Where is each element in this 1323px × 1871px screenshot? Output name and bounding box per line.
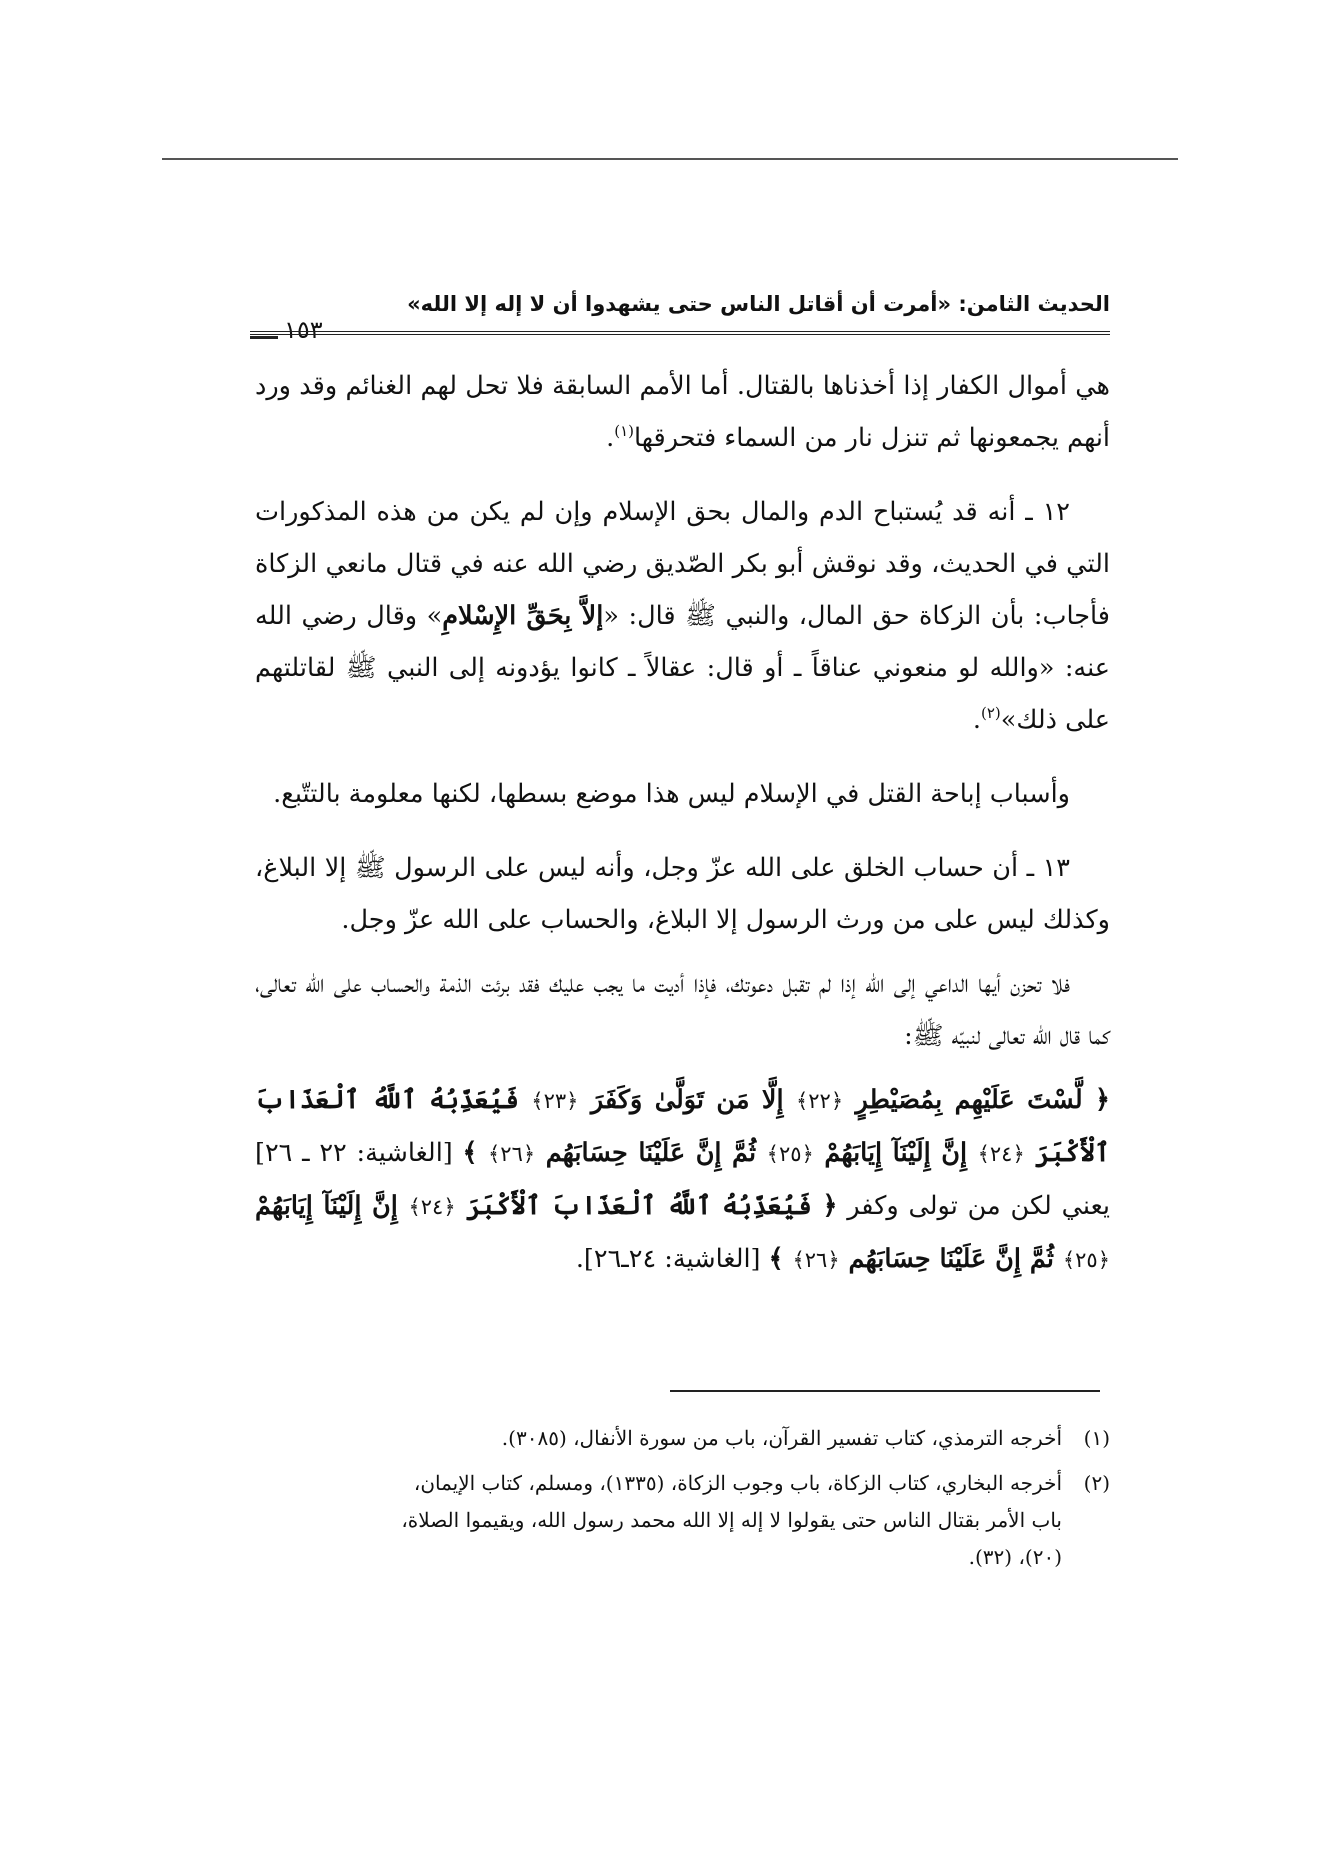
chapter-title: الحديث الثامن: «أمرت أن أقاتل الناس حتى يشهدوا أن لا إله إلا الله» <box>407 292 1110 316</box>
footnote-separator <box>670 1390 1100 1392</box>
quran-verse: ثُمَّ إِنَّ عَلَيْنَا حِسَابَهُم <box>839 1244 1063 1274</box>
quran-verse: ﴿ لَّسْتَ عَلَيْهِم بِمُصَيْطِرٍ <box>843 1085 1110 1115</box>
footnote-text: أخرجه البخاري، كتاب الزكاة، باب وجوب الزكاة، (١٣٣٥)، ومسلم، كتاب الإيمان، باب الأمر بقتال الناس حتى يقولوا لا إله إلا الله محمد رسول الله، ويقيموا الصلاة، (٢٠)، (٣٢). <box>401 1471 1062 1569</box>
ayah-number: ﴿٢٥﴾ <box>766 1142 814 1166</box>
paragraph: فلا تحزن أيها الداعي إلى الله إذا لم تقبل دعوتك، فإذا أديت ما يجب عليك فقد برئت الذمة والحساب على الله تعالى، كما قال الله تعالى لنبيّه ﷺ: <box>255 969 1110 1051</box>
quran-verse: إِنَّ إِلَيْنَآ إِيَابَهُمْ <box>255 1191 409 1221</box>
footnote <box>255 1465 1110 1576</box>
footnote-ref: (١) <box>614 422 635 440</box>
paragraph: هي أموال الكفار إذا أخذناها بالقتال. أما الأمم السابقة فلا تحل لهم الغنائم وقد ورد أنهم يجمعونها ثم تنزل نار من السماء فتحرقها$^{(١)}$. <box>255 371 1110 453</box>
footnote-ref: (٢) <box>980 704 1001 722</box>
footnote <box>255 1420 1110 1457</box>
quran-verse: إِلَّا مَن تَوَلَّىٰ وَكَفَرَ <box>578 1085 796 1115</box>
ayah-number: ﴿٢٤﴾ <box>408 1195 456 1219</box>
quran-bracket: ﴾ <box>462 1138 488 1168</box>
surah-reference: [الغاشية: ٢٤ـ٢٦]. <box>575 1244 769 1274</box>
surah-reference: [الغاشية: ٢٢ ـ ٢٦] يعني لكن من تولى وكفر <box>255 1138 1110 1221</box>
paragraph: وأسباب إباحة القتل في الإسلام ليس هذا موضع بسطها، لكنها معلومة بالتتّبع. <box>273 779 1070 809</box>
quran-verse: ثُمَّ إِنَّ عَلَيْنَا حِسَابَهُم <box>535 1138 767 1168</box>
header-rule <box>250 331 1110 335</box>
main-text <box>255 360 1110 1308</box>
page-number: ١٥٣ <box>284 316 323 344</box>
footnote-text: أخرجه الترمذي، كتاب تفسير القرآن، باب من سورة الأنفال، (٣٠٨٥). <box>501 1426 1062 1450</box>
footnote-number: (١) <box>1083 1426 1110 1450</box>
quran-verse: فَيُعَذِّبُهُ ٱللَّهُ ٱلْعَذَابَ ٱلْأَكْبَرَ <box>255 1085 1110 1168</box>
paragraph: ١٣ ـ أن حساب الخلق على الله عزّ وجل، وأنه ليس على الرسول ﷺ إلا البلاغ، وكذلك ليس على من ورث الرسول إلا البلاغ، والحساب على الله عزّ وجل. <box>255 853 1110 935</box>
hadith-quote: إلاَّ بِحَقِّ الإِسْلامِ <box>442 601 604 631</box>
top-rule <box>162 158 1178 160</box>
quran-verse: ﴿ فَيُعَذِّبُهُ ٱللَّهُ ٱلْعَذَابَ ٱلْأَكْبَرَ <box>455 1191 838 1221</box>
footnote-number: (٢) <box>1083 1471 1110 1495</box>
running-header <box>250 292 1110 352</box>
footnotes <box>255 1420 1110 1584</box>
ayah-number: ﴿٢٦﴾ <box>487 1142 536 1166</box>
paragraph: ١٢ ـ أنه قد يُستباح الدم والمال بحق الإسلام وإن لم يكن من هذه المذكورات التي في الحديث، وقد نوقش أبو بكر الصّديق رضي الله عنه في قتال مانعي الزكاة فأجاب: بأن الزكاة حق المال، والنبي ﷺ قال: «إلاَّ بِحَقِّ الإِسْلامِ» وقال رضي الله عنه: «والله لو منعوني عناقاً ـ أو قال: عقالاً ـ كانوا يؤدونه إلى النبي ﷺ لقاتلتهم على ذلك»$^{(٢)}$. <box>255 497 1110 735</box>
ayah-number: ﴿٢٤﴾ <box>977 1142 1025 1166</box>
header-rule-stub <box>250 336 278 339</box>
ayah-number: ﴿٢٢﴾ <box>795 1089 844 1113</box>
ayah-number: ﴿٢٦﴾ <box>792 1248 840 1272</box>
quran-verse: إِنَّ إِلَيْنَآ إِيَابَهُمْ <box>813 1138 978 1168</box>
ayah-number: ﴿٢٥﴾ <box>1062 1248 1110 1272</box>
quran-bracket: ﴾ <box>768 1244 793 1274</box>
ayah-number: ﴿٢٣﴾ <box>531 1089 579 1113</box>
quran-paragraph <box>255 1074 1110 1286</box>
